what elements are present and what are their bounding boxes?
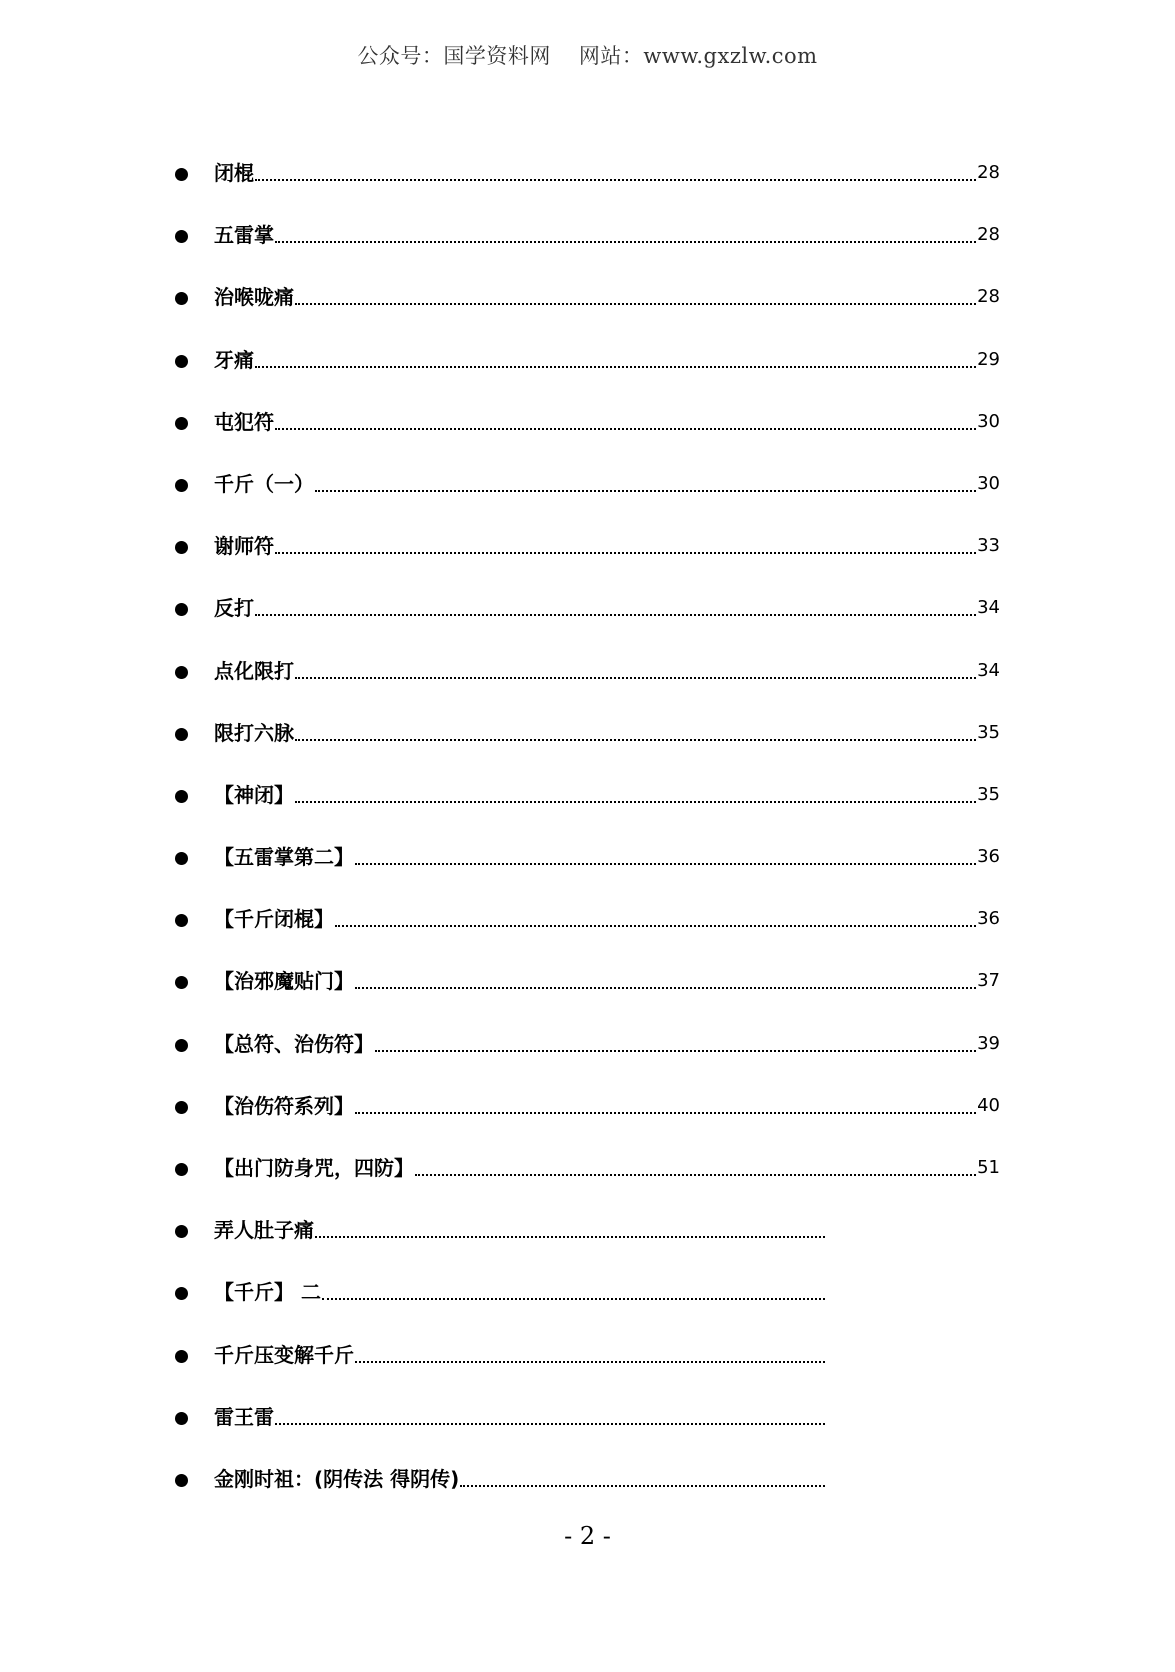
bullet-icon bbox=[175, 1225, 188, 1238]
toc-entry-page: 29 bbox=[977, 348, 1000, 370]
toc-entry-row bbox=[214, 593, 1000, 623]
toc-entry-row bbox=[214, 1091, 1000, 1121]
bullet-icon bbox=[175, 230, 188, 243]
bullet-icon bbox=[175, 1287, 188, 1300]
dot-leader bbox=[415, 1174, 976, 1176]
toc-entry-page: 39 bbox=[977, 1032, 1000, 1054]
toc-entry[interactable] bbox=[0, 531, 1175, 593]
dot-leader bbox=[295, 677, 976, 679]
toc-entry[interactable] bbox=[0, 345, 1175, 407]
toc-entry-row bbox=[214, 1153, 1000, 1183]
toc-entry-title[interactable]: 治喉咙痛 bbox=[214, 285, 294, 310]
toc-entry-page: 28 bbox=[977, 162, 1000, 183]
toc-entry[interactable] bbox=[0, 718, 1175, 780]
toc-entry[interactable] bbox=[0, 966, 1175, 1028]
toc-entry-row bbox=[214, 1277, 826, 1307]
bullet-icon bbox=[175, 914, 188, 927]
toc-entry[interactable] bbox=[0, 1029, 1175, 1091]
bullet-icon bbox=[175, 1412, 188, 1425]
dot-leader bbox=[335, 925, 976, 927]
toc-entry-title[interactable]: 【千斤闭棍】 bbox=[214, 907, 334, 932]
toc-entry-page: 51 bbox=[977, 1157, 1000, 1178]
toc-entry-title[interactable]: 【千斤】 二 bbox=[214, 1280, 321, 1305]
toc-entry-row bbox=[214, 282, 1000, 312]
toc-entry-title[interactable]: 【治伤符系列】 bbox=[214, 1093, 354, 1118]
toc-entry-page: 40 bbox=[977, 1094, 1000, 1116]
toc-entry-page: 28 bbox=[977, 286, 1000, 308]
toc-entry[interactable] bbox=[0, 1153, 1175, 1215]
dot-leader bbox=[355, 1361, 825, 1363]
toc-entry[interactable] bbox=[0, 780, 1175, 842]
bullet-icon bbox=[175, 790, 188, 803]
toc-entry-page: 30 bbox=[977, 410, 1000, 432]
bullet-icon bbox=[175, 417, 188, 430]
toc-entry-title[interactable]: 限打六脉 bbox=[214, 720, 294, 745]
page-header bbox=[0, 40, 1175, 70]
toc-entry-title[interactable]: 【总符、治伤符】 bbox=[214, 1031, 374, 1056]
dot-leader bbox=[255, 614, 976, 616]
toc-entry-title[interactable]: 【神闭】 bbox=[214, 782, 294, 807]
dot-leader bbox=[275, 241, 976, 243]
toc-entry-row bbox=[214, 1029, 1000, 1059]
bullet-icon bbox=[175, 1163, 188, 1176]
toc-entry-row bbox=[214, 1464, 826, 1494]
toc-entry-row bbox=[214, 158, 1000, 188]
dot-leader bbox=[322, 1298, 825, 1300]
bullet-icon bbox=[175, 1474, 188, 1487]
toc-entry[interactable] bbox=[0, 407, 1175, 469]
toc-entry-row bbox=[214, 1402, 826, 1432]
table-of-contents bbox=[0, 158, 1175, 1526]
toc-entry-title[interactable]: 【五雷掌第二】 bbox=[214, 845, 354, 870]
toc-entry-row bbox=[214, 345, 1000, 375]
toc-entry-title[interactable]: 金刚时祖：(阴传法 得阴传) bbox=[214, 1466, 460, 1491]
toc-entry-row bbox=[214, 531, 1000, 561]
toc-entry-page: 36 bbox=[977, 908, 1000, 930]
bullet-icon bbox=[175, 168, 188, 181]
bullet-icon bbox=[175, 1101, 188, 1114]
toc-entry[interactable] bbox=[0, 593, 1175, 655]
toc-entry[interactable] bbox=[0, 1402, 1175, 1464]
toc-entry-row bbox=[214, 966, 1000, 996]
toc-entry[interactable] bbox=[0, 282, 1175, 344]
toc-entry-title[interactable]: 屯犯符 bbox=[214, 409, 274, 434]
toc-entry-page: 30 bbox=[977, 472, 1000, 494]
toc-entry-page: 34 bbox=[977, 597, 1000, 619]
bullet-icon bbox=[175, 1350, 188, 1363]
toc-entry-title[interactable]: 千斤压变解千斤 bbox=[214, 1342, 354, 1367]
bullet-icon bbox=[175, 292, 188, 305]
toc-entry[interactable] bbox=[0, 1277, 1175, 1339]
toc-entry-title[interactable]: 谢师符 bbox=[214, 534, 274, 559]
toc-entry-page: 28 bbox=[977, 224, 1000, 246]
toc-entry-page: 37 bbox=[977, 970, 1000, 992]
bullet-icon bbox=[175, 355, 188, 368]
bullet-icon bbox=[175, 976, 188, 989]
toc-entry[interactable] bbox=[0, 656, 1175, 718]
bullet-icon bbox=[175, 728, 188, 741]
toc-entry-title[interactable]: 雷王雷 bbox=[214, 1404, 274, 1429]
dot-leader bbox=[275, 428, 976, 430]
toc-entry-row bbox=[214, 656, 1000, 686]
toc-entry-title[interactable]: 弄人肚子痛 bbox=[214, 1218, 314, 1243]
toc-entry[interactable] bbox=[0, 904, 1175, 966]
toc-entry-page: 35 bbox=[977, 783, 1000, 805]
header-wechat-account: 公众号：国学资料网 bbox=[357, 44, 551, 68]
toc-entry-row bbox=[214, 718, 1000, 748]
toc-entry-row bbox=[214, 904, 1000, 934]
toc-entry-title[interactable]: 【出门防身咒，四防】 bbox=[214, 1156, 414, 1180]
toc-entry-row bbox=[214, 220, 1000, 250]
page-number: - 2 - bbox=[564, 1522, 611, 1550]
dot-leader bbox=[355, 863, 976, 865]
dot-leader bbox=[255, 366, 976, 368]
dot-leader bbox=[460, 1485, 825, 1487]
toc-entry-title[interactable]: 点化限打 bbox=[214, 658, 294, 683]
toc-entry-row bbox=[214, 842, 1000, 872]
dot-leader bbox=[255, 179, 976, 181]
toc-entry-page: 36 bbox=[977, 846, 1000, 868]
toc-entry-title[interactable]: 反打 bbox=[214, 596, 254, 621]
toc-entry-title[interactable]: 【治邪魔贴门】 bbox=[214, 969, 354, 994]
bullet-icon bbox=[175, 479, 188, 492]
toc-entry[interactable] bbox=[0, 1464, 1175, 1526]
toc-entry[interactable] bbox=[0, 1215, 1175, 1277]
dot-leader bbox=[275, 552, 976, 554]
header-website: 网站：www.gxzlw.com bbox=[578, 44, 818, 68]
dot-leader bbox=[355, 1112, 976, 1114]
dot-leader bbox=[315, 490, 976, 492]
bullet-icon bbox=[175, 852, 188, 865]
toc-entry-title[interactable]: 牙痛 bbox=[214, 347, 254, 372]
dot-leader bbox=[295, 739, 976, 741]
toc-entry[interactable] bbox=[0, 1340, 1175, 1402]
dot-leader bbox=[275, 1423, 825, 1425]
toc-entry-page: 35 bbox=[977, 721, 1000, 743]
dot-leader bbox=[295, 801, 976, 803]
toc-entry-page: 33 bbox=[977, 535, 1000, 557]
dot-leader bbox=[375, 1050, 976, 1052]
dot-leader bbox=[355, 987, 976, 989]
bullet-icon bbox=[175, 1039, 188, 1052]
toc-entry-title[interactable]: 闭棍 bbox=[214, 161, 254, 185]
toc-entry-title[interactable]: 千斤（一） bbox=[214, 471, 314, 496]
toc-entry[interactable] bbox=[0, 158, 1175, 220]
dot-leader bbox=[295, 303, 976, 305]
toc-entry-row bbox=[214, 469, 1000, 499]
toc-entry[interactable] bbox=[0, 1091, 1175, 1153]
toc-entry-row bbox=[214, 1340, 826, 1370]
toc-entry[interactable] bbox=[0, 469, 1175, 531]
toc-entry-row bbox=[214, 1215, 826, 1245]
toc-entry-row bbox=[214, 407, 1000, 437]
bullet-icon bbox=[175, 603, 188, 616]
toc-entry[interactable] bbox=[0, 842, 1175, 904]
bullet-icon bbox=[175, 666, 188, 679]
toc-entry[interactable] bbox=[0, 220, 1175, 282]
toc-entry-page: 34 bbox=[977, 659, 1000, 681]
bullet-icon bbox=[175, 541, 188, 554]
toc-entry-row bbox=[214, 780, 1000, 810]
dot-leader bbox=[315, 1236, 825, 1238]
toc-entry-title[interactable]: 五雷掌 bbox=[214, 223, 274, 248]
